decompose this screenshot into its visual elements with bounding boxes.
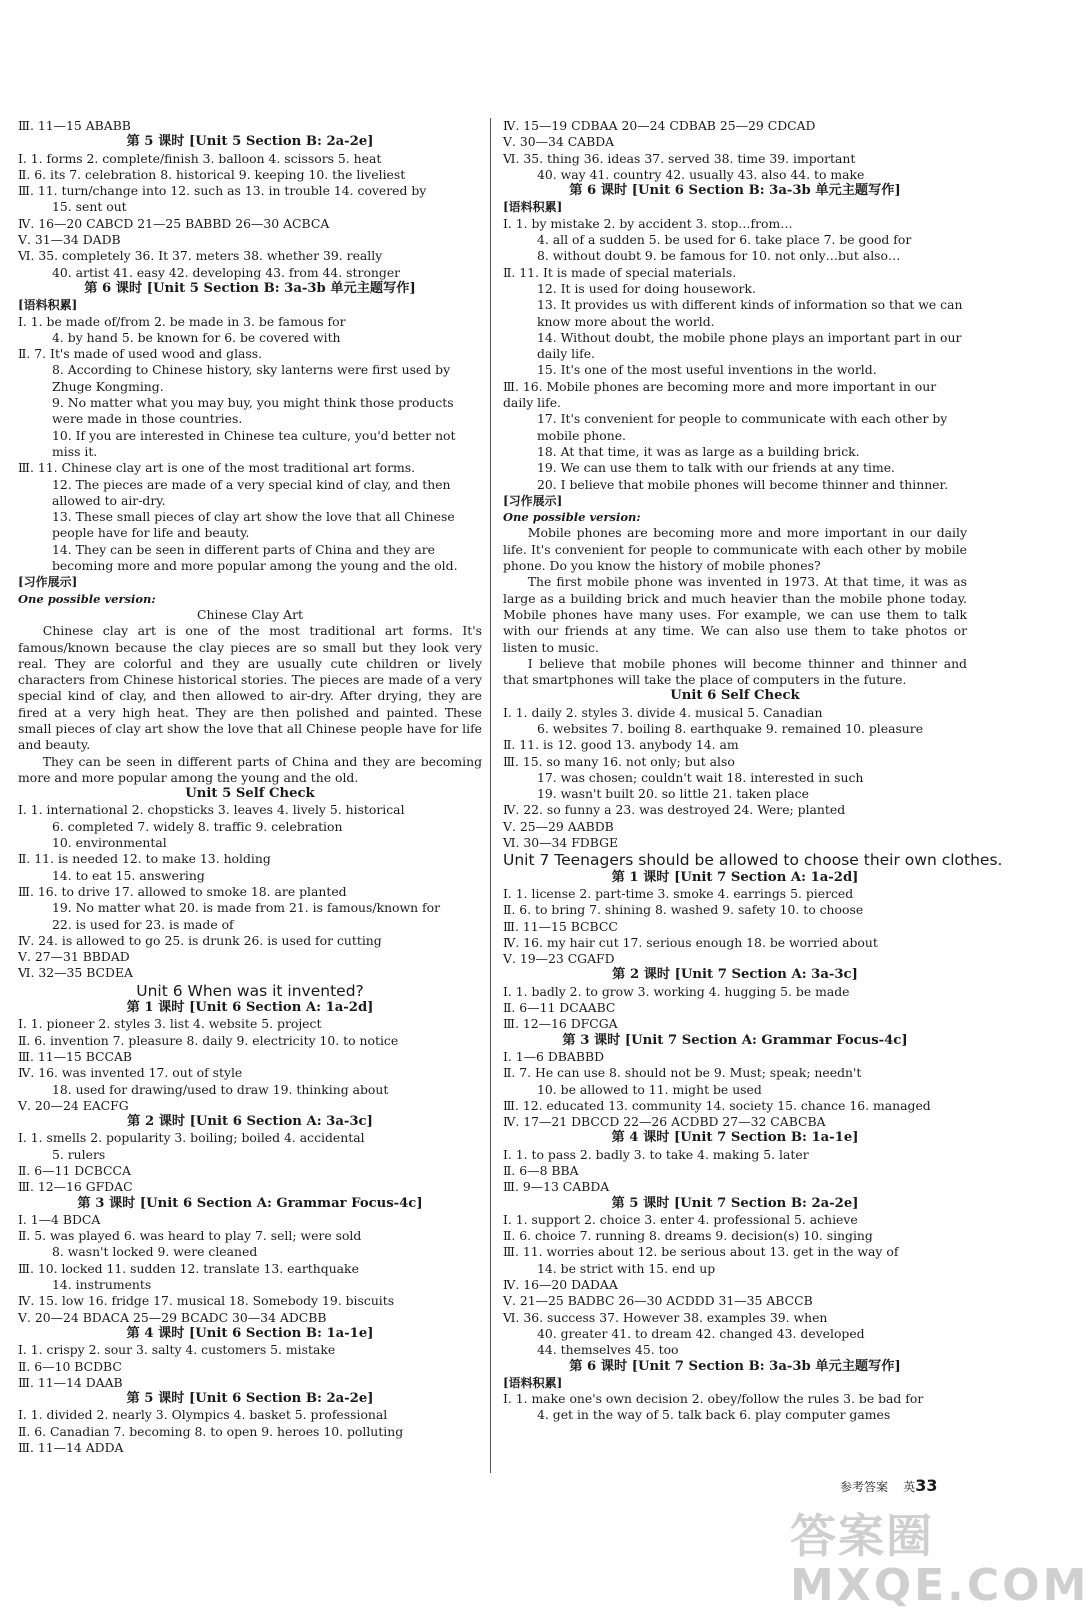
lesson-heading: Unit 6 Self Check: [670, 688, 800, 704]
unit-title: Unit 6 When was it invented?: [136, 981, 364, 1000]
answer-line: 18. At that time, it was as large as a building brick.: [537, 443, 860, 459]
lesson-heading: 第 1 课时 [Unit 6 Section A: 1a-2d]: [126, 1000, 374, 1016]
answer-line: Ⅲ. 11—15 BCCAB: [18, 1048, 133, 1064]
section-label: [语料积累]: [503, 1375, 563, 1390]
answer-line: Ⅴ. 21—25 BADBC 26—30 ACDDD 31—35 ABCCB: [503, 1293, 813, 1309]
answer-line: Ⅴ. 30—34 CABDA: [503, 134, 615, 150]
lesson-heading: Unit 5 Self Check: [185, 786, 315, 802]
answer-line: Ⅳ. 22. so funny a 23. was destroyed 24. Were; planted: [503, 802, 846, 818]
answer-line: 14. to eat 15. answering: [52, 867, 205, 883]
essay-paragraph: The first mobile phone was invented in 1973. At that time, it was as large as a building brick and much heavier than the mobile phone today. Mobile phones have many uses. For example, we can use them to talk with our friends at any time. We can also use them to take photos or listen to music.: [503, 574, 967, 655]
answer-line: 44. themselves 45. too: [537, 1342, 679, 1358]
answer-line: Ⅲ. 11—15 BCBCC: [503, 918, 618, 934]
answer-line: Ⅵ. 30—34 FDBGE: [503, 835, 619, 851]
watermark-url: MXQE.COM: [790, 1560, 1089, 1611]
answer-line: Ⅰ. 1. daily 2. styles 3. divide 4. musical 5. Canadian: [503, 704, 823, 720]
answer-line: 10. be allowed to 11. might be used: [537, 1081, 762, 1097]
lesson-heading: 第 2 课时 [Unit 7 Section A: 3a-3c]: [612, 967, 858, 983]
answer-line: 15. sent out: [52, 199, 127, 215]
answer-line: Ⅲ. 11—14 DAAB: [18, 1374, 123, 1390]
answer-line: Ⅲ. 11. worries about 12. be serious about 13. get in the way of: [503, 1244, 899, 1260]
section-label: [习作展示]: [18, 575, 78, 590]
lesson-heading: 第 5 课时 [Unit 5 Section B: 2a-2e]: [126, 134, 374, 150]
answer-line: Ⅴ. 31—34 DADB: [18, 232, 121, 248]
answer-line: Ⅰ. 1. by mistake 2. by accident 3. stop…from…: [503, 215, 793, 231]
answer-line: 18. used for drawing/used to draw 19. thinking about: [52, 1081, 389, 1097]
lesson-heading: 第 2 课时 [Unit 6 Section A: 3a-3c]: [127, 1114, 373, 1130]
answer-line: Ⅵ. 32—35 BCDEA: [18, 965, 133, 981]
answer-line: 20. I believe that mobile phones will become thinner and thinner.: [537, 476, 949, 492]
answer-line: Ⅱ. 7. It's made of used wood and glass.: [18, 346, 263, 362]
lesson-heading: 第 6 课时 [Unit 6 Section B: 3a-3b 单元主题写作]: [569, 183, 901, 199]
section-label: [习作展示]: [503, 493, 563, 508]
answer-line: 10. environmental: [52, 835, 167, 851]
lesson-heading: 第 6 课时 [Unit 5 Section B: 3a-3b 单元主题写作]: [84, 280, 416, 296]
answer-line: Ⅰ. 1. badly 2. to grow 3. working 4. hugging 5. be made: [503, 983, 850, 999]
answer-line: 14. Without doubt, the mobile phone plays an important part in our daily life.: [537, 329, 962, 362]
answer-line: Ⅳ. 24. is allowed to go 25. is drunk 26. is used for cutting: [18, 932, 382, 948]
answer-line: 17. It's convenient for people to communicate with each other by mobile phone.: [537, 411, 948, 443]
answer-line: 8. According to Chinese history, sky lanterns were first used by Zhuge Kongming.: [52, 362, 451, 394]
version-label: One possible version:: [503, 510, 641, 525]
answer-line: Ⅱ. 7. He can use 8. should not be 9. Must; speak; needn't: [503, 1065, 862, 1081]
answer-line: 6. completed 7. widely 8. traffic 9. celebration: [52, 818, 343, 834]
section-label: [语料积累]: [18, 298, 78, 313]
answer-line: Ⅴ. 25—29 AABDB: [503, 818, 614, 834]
lesson-heading: 第 1 课时 [Unit 7 Section A: 1a-2d]: [611, 869, 859, 885]
answer-line: Ⅰ. 1. forms 2. complete/finish 3. balloon 4. scissors 5. heat: [18, 150, 382, 166]
answer-line: 4. all of a sudden 5. be used for 6. take place 7. be good for: [537, 232, 912, 248]
answer-line: Ⅱ. 11. is needed 12. to make 13. holding: [18, 851, 271, 867]
watermark: [790, 1500, 1089, 1611]
lesson-heading: 第 4 课时 [Unit 6 Section B: 1a-1e]: [126, 1325, 374, 1341]
answer-line: Ⅱ. 11. It is made of special materials.: [503, 264, 737, 280]
answer-line: Ⅳ. 16—20 DADAA: [503, 1277, 618, 1293]
lesson-heading: 第 4 课时 [Unit 7 Section B: 1a-1e]: [611, 1130, 859, 1146]
essay-paragraph: Chinese clay art is one of the most traditional art forms. It's famous/known because the clay pieces are so small but they look very real. They are colorful and they are usually cute children or lively characters from Chinese historical stories. The pieces are made of a very special kind of clay, and then allowed to air-dry. After drying, they are fired at a very high heat. They are then polished and painted. These small pieces of clay art show the love that all Chinese people have for life and beauty.: [18, 623, 482, 753]
answer-line: Ⅰ. 1. pioneer 2. styles 3. list 4. website 5. project: [18, 1016, 322, 1032]
answer-line: Ⅰ. 1. make one's own decision 2. obey/follow the rules 3. be bad for: [503, 1391, 924, 1407]
answer-line: Ⅴ. 20—24 EACFG: [18, 1097, 129, 1113]
answer-line: Ⅱ. 6—11 DCBCCA: [18, 1163, 131, 1178]
lesson-heading: 第 3 课时 [Unit 6 Section A: Grammar Focus-4c]: [77, 1195, 423, 1211]
answer-line: Ⅴ. 20—24 BDACA 25—29 BCADC 30—34 ADCBB: [18, 1309, 327, 1325]
answer-line: Ⅳ. 15. low 16. fridge 17. musical 18. Somebody 19. biscuits: [18, 1293, 395, 1309]
page-footer: [840, 1476, 938, 1495]
lesson-heading: 第 5 课时 [Unit 6 Section B: 2a-2e]: [126, 1391, 374, 1407]
lesson-heading: 第 6 课时 [Unit 7 Section B: 3a-3b 单元主题写作]: [569, 1358, 901, 1374]
essay-paragraph: Mobile phones are becoming more and more important in our daily life. It's convenient for people to communicate with each other by mobile phone. Do you know the history of mobile phones?: [503, 525, 967, 574]
answer-line: 19. We can use them to talk with our friends at any time.: [537, 460, 895, 476]
answer-line: 10. If you are interested in Chinese tea culture, you'd better not miss it.: [52, 427, 456, 459]
left-column: [18, 118, 482, 1456]
footer-label: 参考答案: [840, 1480, 889, 1494]
answer-line: Ⅰ. 1. divided 2. nearly 3. Olympics 4. basket 5. professional: [18, 1407, 388, 1423]
answer-line: Ⅱ. 6—8 BBA: [503, 1163, 579, 1178]
answer-line: 14. instruments: [52, 1277, 152, 1293]
answer-line: 4. by hand 5. be known for 6. be covered with: [52, 329, 341, 345]
answer-line: Ⅰ. 1—4 BDCA: [18, 1211, 101, 1227]
answer-line: Ⅳ. 16. my hair cut 17. serious enough 18. be worried about: [503, 934, 878, 950]
answer-line: Ⅱ. 6—11 DCAABC: [503, 1000, 616, 1016]
answer-line: Ⅲ. 11—15 ABABB: [18, 118, 131, 133]
version-label: One possible version:: [18, 591, 156, 606]
answer-line: Ⅲ. 11. turn/change into 12. such as 13. in trouble 14. covered by: [18, 183, 427, 199]
answer-line: Ⅴ. 19—23 CGAFD: [503, 951, 615, 967]
answer-line: Ⅳ. 16—20 CABCD 21—25 BABBD 26—30 ACBCA: [18, 215, 330, 231]
answer-line: Ⅰ. 1. to pass 2. badly 3. to take 4. making 5. later: [503, 1146, 809, 1162]
answer-line: 17. was chosen; couldn't wait 18. interested in such: [537, 769, 864, 785]
answer-line: Ⅲ. 12. educated 13. community 14. society 15. chance 16. managed: [503, 1097, 931, 1113]
answer-line: 14. They can be seen in different parts of China and they are becoming more and more popular among the young and the old.: [52, 541, 458, 574]
answer-line: Ⅱ. 11. is 12. good 13. anybody 14. am: [503, 737, 739, 753]
answer-line: Ⅱ. 6. choice 7. running 8. dreams 9. decision(s) 10. singing: [503, 1228, 873, 1244]
answer-line: Ⅲ. 11. Chinese clay art is one of the most traditional art forms.: [18, 460, 416, 476]
answer-line: Ⅳ. 16. was invented 17. out of style: [18, 1065, 243, 1081]
answer-line: Ⅲ. 11—14 ADDA: [18, 1440, 124, 1456]
answer-line: Ⅱ. 6. to bring 7. shining 8. washed 9. safety 10. to choose: [503, 902, 864, 918]
column-divider: [490, 118, 491, 1473]
answer-line: Ⅱ. 6. its 7. celebration 8. historical 9. keeping 10. the liveliest: [18, 166, 406, 182]
answer-line: 15. It's one of the most useful inventions in the world.: [537, 362, 877, 378]
answer-line: Ⅲ. 10. locked 11. sudden 12. translate 13. earthquake: [18, 1260, 359, 1276]
answer-line: Ⅳ. 17—21 DBCCD 22—26 ACDBD 27—32 CABCBA: [503, 1114, 826, 1130]
essay-title: Chinese Clay Art: [197, 606, 303, 622]
answer-line: Ⅰ. 1. smells 2. popularity 3. boiling; boiled 4. accidental: [18, 1130, 365, 1146]
answer-line: Ⅰ. 1. be made of/from 2. be made in 3. be famous for: [18, 313, 346, 329]
answer-line: 6. websites 7. boiling 8. earthquake 9. remained 10. pleasure: [537, 720, 924, 736]
lesson-heading: 第 3 课时 [Unit 7 Section A: Grammar Focus-4c]: [562, 1032, 908, 1048]
answer-line: 40. greater 41. to dream 42. changed 43. developed: [537, 1325, 865, 1341]
essay-paragraph: I believe that mobile phones will become thinner and thinner and that smartphones will take the place of computers in the future.: [503, 655, 967, 688]
answer-line: Ⅰ. 1. crispy 2. sour 3. salty 4. customers 5. mistake: [18, 1342, 336, 1358]
answer-line: Ⅲ. 15. so many 16. not only; but also: [503, 753, 735, 769]
answer-line: 40. artist 41. easy 42. developing 43. from 44. stronger: [52, 264, 401, 280]
answer-line: Ⅳ. 15—19 CDBAA 20—24 CDBAB 25—29 CDCAD: [503, 118, 816, 133]
answer-line: 12. The pieces are made of a very special kind of clay, and then allowed to air-dry.: [52, 476, 451, 508]
answer-line: Ⅱ. 6. invention 7. pleasure 8. daily 9. electricity 10. to notice: [18, 1032, 399, 1048]
essay-paragraph: They can be seen in different parts of China and they are becoming more and more popular among the young and the old.: [18, 753, 482, 785]
answer-line: Ⅰ. 1. international 2. chopsticks 3. leaves 4. lively 5. historical: [18, 802, 405, 818]
footer-subject: 英: [903, 1480, 916, 1494]
answer-line: Ⅱ. 6. Canadian 7. becoming 8. to open 9. heroes 10. polluting: [18, 1423, 404, 1439]
answer-line: Ⅲ. 16. Mobile phones are becoming more and more important in our daily life.: [503, 378, 937, 411]
answer-line: Ⅵ. 35. thing 36. ideas 37. served 38. time 39. important: [503, 150, 856, 166]
watermark-logo: 答案圈: [790, 1509, 934, 1563]
answer-line: 12. It is used for doing housework.: [537, 280, 756, 296]
answer-line: Ⅲ. 12—16 DFCGA: [503, 1016, 618, 1032]
answer-line: 22. is used for 23. is made of: [52, 916, 234, 932]
answer-line: 19. No matter what 20. is made from 21. is famous/known for: [52, 900, 441, 916]
answer-line: Ⅰ. 1. support 2. choice 3. enter 4. professional 5. achieve: [503, 1211, 858, 1227]
answer-line: 13. These small pieces of clay art show the love that all Chinese people have for life and beauty.: [52, 509, 455, 541]
answer-line: Ⅱ. 5. was played 6. was heard to play 7. sell; were sold: [18, 1228, 362, 1244]
answer-line: Ⅲ. 9—13 CABDA: [503, 1179, 610, 1195]
page-number: 33: [915, 1476, 938, 1495]
answer-line: 9. No matter what you may buy, you might think those products were made in those countries.: [52, 395, 454, 427]
right-column: [503, 118, 1003, 1424]
section-label: [语料积累]: [503, 200, 563, 215]
answer-line: 8. wasn't locked 9. were cleaned: [52, 1244, 258, 1260]
answer-line: 13. It provides us with different kinds of information so that we can know more about the world.: [537, 297, 963, 329]
answer-line: 14. be strict with 15. end up: [537, 1260, 716, 1276]
answer-line: 19. wasn't built 20. so little 21. taken place: [537, 786, 809, 802]
answer-line: Ⅱ. 6—10 BCDBC: [18, 1358, 122, 1374]
answer-line: 4. get in the way of 5. talk back 6. play computer games: [537, 1407, 891, 1423]
lesson-heading: 第 5 课时 [Unit 7 Section B: 2a-2e]: [611, 1195, 859, 1211]
answer-line: Ⅵ. 35. completely 36. It 37. meters 38. whether 39. really: [18, 248, 383, 264]
answer-line: Ⅴ. 27—31 BBDAD: [18, 949, 130, 965]
answer-line: 40. way 41. country 42. usually 43. also 44. to make: [537, 166, 865, 182]
answer-line: 5. rulers: [52, 1146, 106, 1162]
answer-line: Ⅵ. 36. success 37. However 38. examples 39. when: [503, 1309, 828, 1325]
answer-line: 8. without doubt 9. be famous for 10. not only…but also…: [537, 248, 901, 264]
answer-line: Ⅰ. 1. license 2. part-time 3. smoke 4. earrings 5. pierced: [503, 885, 854, 901]
answer-line: Ⅰ. 1—6 DBABBD: [503, 1048, 605, 1064]
answer-line: Ⅲ. 16. to drive 17. allowed to smoke 18. are planted: [18, 883, 347, 899]
unit-title: Unit 7 Teenagers should be allowed to choose their own clothes.: [503, 851, 1003, 870]
answer-line: Ⅲ. 12—16 GFDAC: [18, 1179, 133, 1195]
